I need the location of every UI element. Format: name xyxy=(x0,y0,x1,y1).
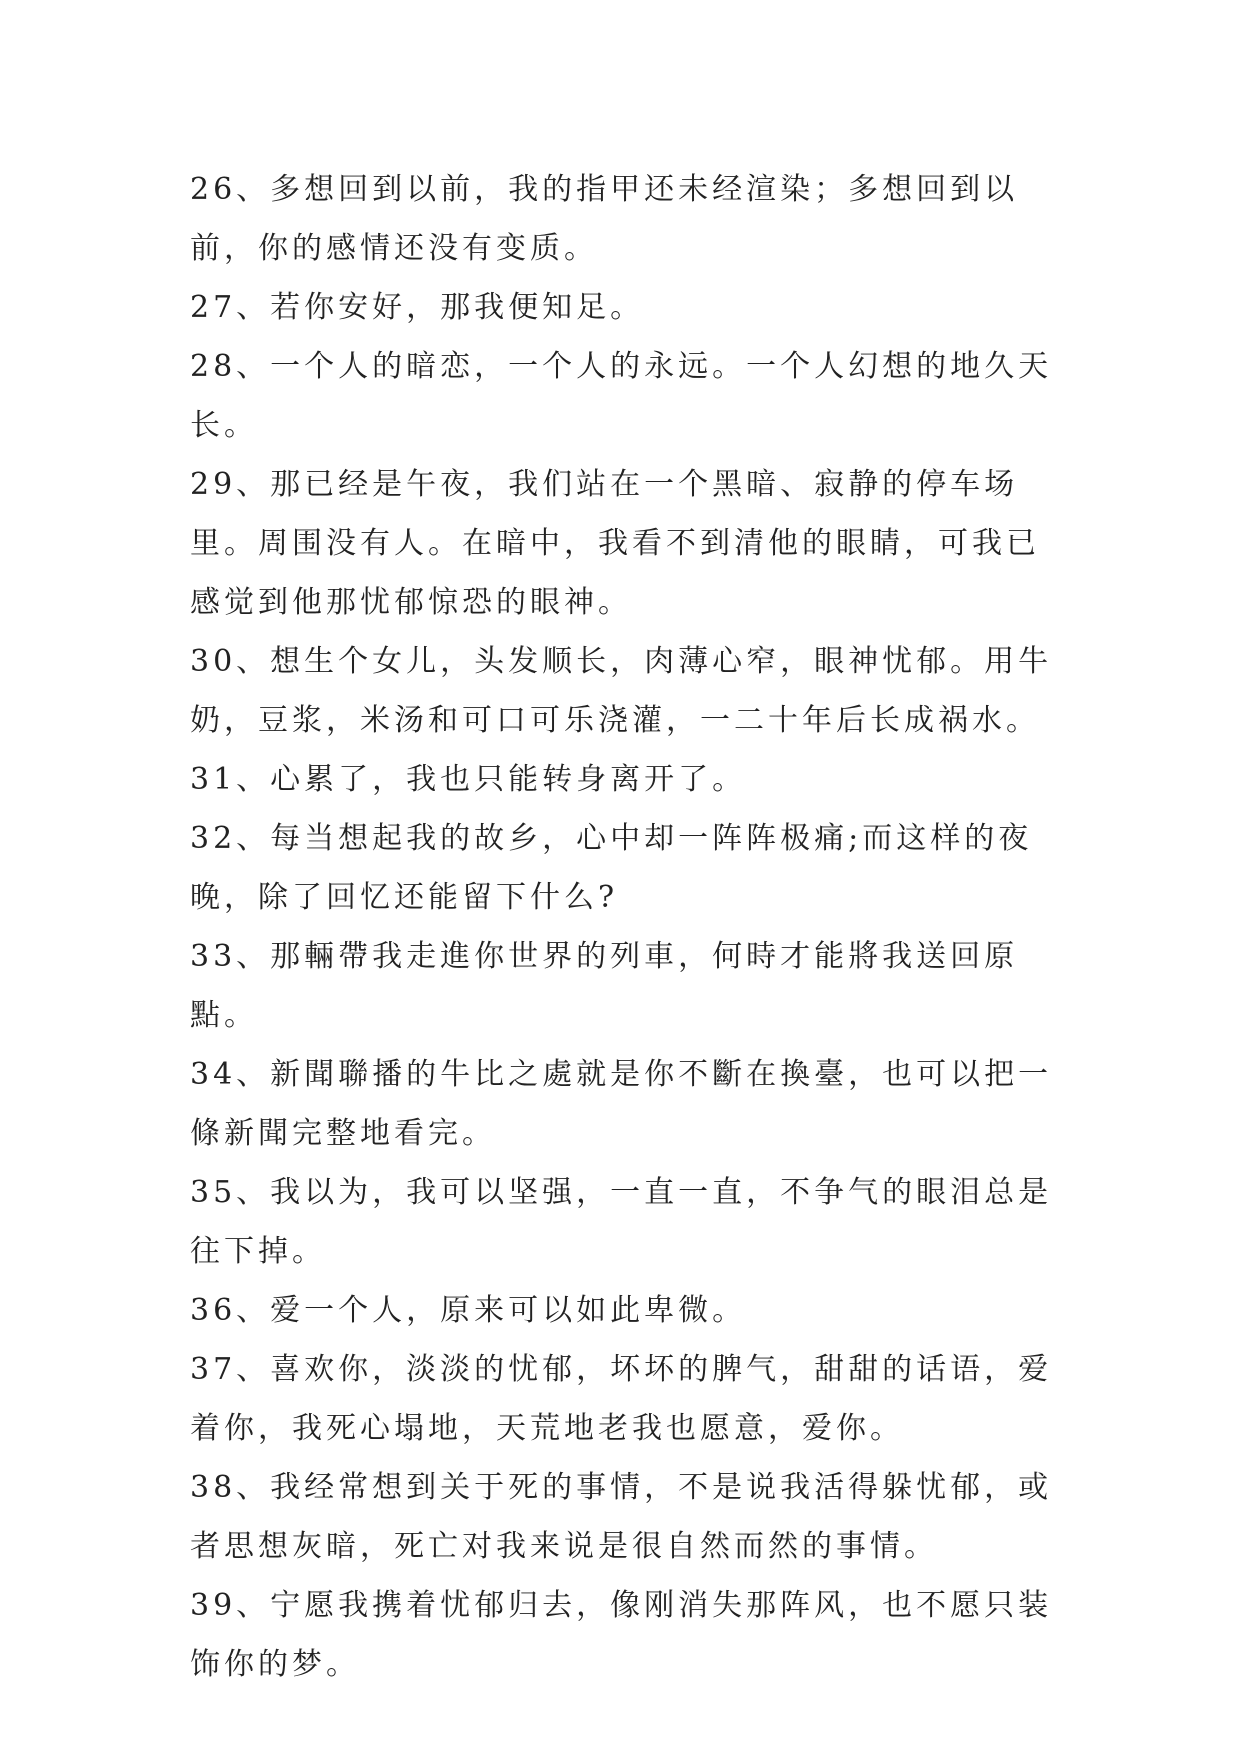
quote-entry-39: 39、宁愿我携着忧郁归去，像刚消失那阵风，也不愿只装饰你的梦。 xyxy=(190,1588,1053,1682)
quote-entry-34: 34、新聞聯播的牛比之處就是你不斷在換臺，也可以把一條新聞完整地看完。 xyxy=(190,1057,1053,1151)
quote-entry-28: 28、一个人的暗恋，一个人的永远。一个人幻想的地久天长。 xyxy=(190,349,1053,443)
quote-entry-33: 33、那輛帶我走進你世界的列車，何時才能將我送回原點。 xyxy=(190,939,1019,1033)
quote-entry-38: 38、我经常想到关于死的事情，不是说我活得躲忧郁，或者思想灰暗，死亡对我来说是很自然而然的事情。 xyxy=(190,1470,1053,1564)
quote-entry-27: 27、若你安好，那我便知足。 xyxy=(190,290,645,325)
quote-entry-32: 32、每当想起我的故乡，心中却一阵阵极痛;而这样的夜晚，除了回忆还能留下什么? xyxy=(190,821,1033,915)
quote-entry-26: 26、多想回到以前，我的指甲还未经渲染；多想回到以前，你的感情还没有变质。 xyxy=(190,172,1019,266)
quote-entry-29: 29、那已经是午夜，我们站在一个黑暗、寂静的停车场里。周围没有人。在暗中，我看不到清他的眼睛，可我已感觉到他那忧郁惊恐的眼神。 xyxy=(190,467,1040,620)
quote-entry-30: 30、想生个女儿，头发顺长，肉薄心窄，眼神忧郁。用牛奶，豆浆，米汤和可口可乐浇灌，一二十年后长成祸水。 xyxy=(190,644,1053,738)
document-body xyxy=(190,160,1070,1694)
quote-entry-36: 36、爱一个人，原来可以如此卑微。 xyxy=(190,1293,747,1328)
quote-entry-31: 31、心累了，我也只能转身离开了。 xyxy=(190,762,747,797)
quote-entry-35: 35、我以为，我可以坚强，一直一直，不争气的眼泪总是往下掉。 xyxy=(190,1175,1053,1269)
quote-entry-37: 37、喜欢你，淡淡的忧郁，坏坏的脾气，甜甜的话语，爱着你，我死心塌地，天荒地老我也愿意，爱你。 xyxy=(190,1352,1053,1446)
